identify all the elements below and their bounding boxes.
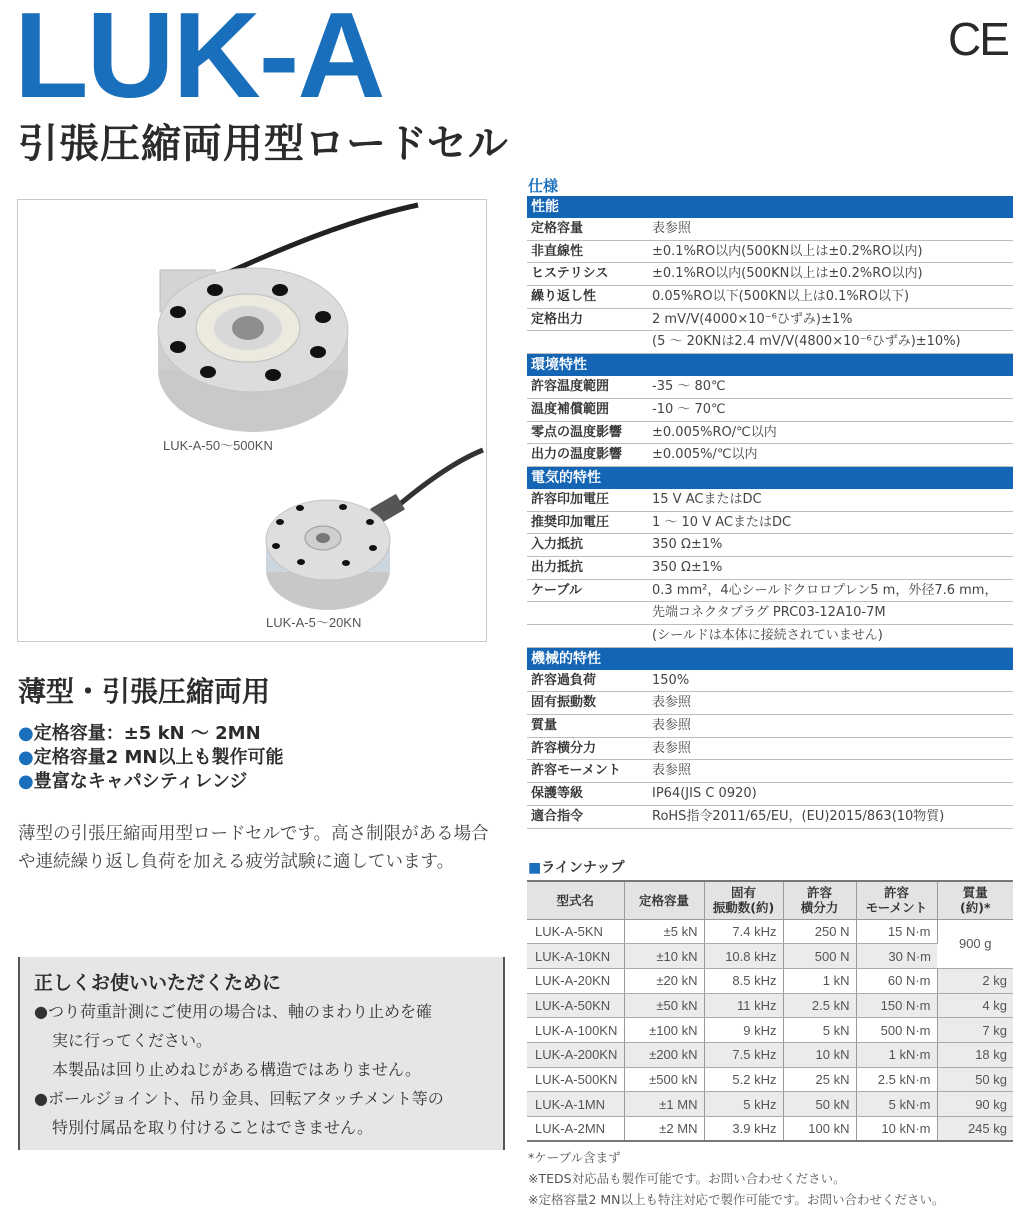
- note: ※定格容量2 MN以上も特注対応で製作可能です。お問い合わせください。: [528, 1192, 945, 1207]
- spec-row: [527, 534, 1013, 557]
- spec-row: [527, 309, 1013, 332]
- spec-label: 繰り返し性: [531, 289, 597, 305]
- cell-mass: 90 kg: [937, 1092, 1013, 1117]
- spec-value: -35 ～ 80℃: [652, 379, 726, 395]
- cell-mass: 900 g: [937, 919, 1013, 968]
- spec-value: (シールドは本体に接続されていません): [652, 628, 883, 643]
- spec-row: [527, 580, 1013, 603]
- spec-label: 固有振動数: [531, 695, 597, 711]
- spec-row: [527, 625, 1013, 648]
- column-header: 許容 横分力: [783, 881, 856, 919]
- spec-label: 保護等級: [531, 786, 584, 802]
- feature-item: ●定格容量：±5 kN ～ 2MN: [18, 723, 261, 744]
- spec-label: 許容過負荷: [531, 672, 597, 688]
- caution-title: 正しくお使いいただくために: [34, 972, 282, 994]
- spec-label: 零点の温度影響: [531, 424, 623, 440]
- spec-label: 質量: [531, 718, 558, 734]
- spec-row: [527, 376, 1013, 399]
- spec-value: IP64(JIS C 0920): [652, 786, 757, 802]
- spec-label: 定格容量: [531, 221, 584, 236]
- column-header: 許容 モーメント: [856, 881, 937, 919]
- cell-mass: 50 kg: [937, 1067, 1013, 1092]
- spec-value: 表参照: [652, 763, 692, 779]
- product-subtitle: 引張圧縮両用型ロードセル: [18, 121, 509, 167]
- cell-lateral: 5 kN: [783, 1018, 856, 1043]
- cell-model: LUK-A-50KN: [527, 993, 624, 1018]
- spec-label: ケーブル: [531, 582, 582, 598]
- table-row: [527, 919, 1013, 944]
- spec-row: [527, 692, 1013, 715]
- table-row: [527, 1067, 1013, 1092]
- cell-freq: 8.5 kHz: [704, 968, 783, 993]
- spec-label: 出力の温度影響: [531, 447, 623, 463]
- cell-freq: 5 kHz: [704, 1092, 783, 1117]
- table-row: [527, 1042, 1013, 1067]
- lineup-notes: [528, 1147, 945, 1210]
- spec-row: [527, 806, 1013, 829]
- cell-mass: 7 kg: [937, 1018, 1013, 1043]
- spec-value: 表参照: [652, 740, 692, 756]
- spec-value: 350 Ω±1%: [652, 559, 723, 575]
- cell-freq: 11 kHz: [704, 993, 783, 1018]
- product-photo: [17, 199, 487, 642]
- cell-capacity: ±1 MN: [624, 1092, 704, 1117]
- cell-moment: 150 N·m: [856, 993, 937, 1018]
- cell-moment: 1 kN·m: [856, 1042, 937, 1067]
- column-header: 定格容量: [624, 881, 704, 919]
- spec-section-header: 環境特性: [527, 354, 1013, 376]
- spec-section-header: 機械的特性: [527, 648, 1013, 670]
- cell-model: LUK-A-200KN: [527, 1042, 624, 1067]
- spec-label: 出力抵抗: [531, 559, 584, 575]
- spec-row: [527, 263, 1013, 286]
- product-description: 薄型の引張圧縮両用型ロードセルです。高さ制限がある場合や連続繰り返し負荷を加える疲労試験に適しています。: [18, 824, 489, 872]
- cell-lateral: 250 N: [783, 919, 856, 944]
- table-row: [527, 993, 1013, 1018]
- spec-section-header: 電気的特性: [527, 467, 1013, 489]
- spec-value: ±0.1%RO以内(500KN以上は±0.2%RO以内): [652, 266, 923, 282]
- spec-row: [527, 489, 1013, 512]
- spec-value: 15 V ACまたはDC: [652, 491, 762, 507]
- caution-line: ●ボールジョイント、吊り金具、回転アタッチメント等の: [34, 1089, 444, 1108]
- cell-mass: 18 kg: [937, 1042, 1013, 1067]
- cell-model: LUK-A-10KN: [527, 944, 624, 969]
- cell-capacity: ±10 kN: [624, 944, 704, 969]
- cell-lateral: 50 kN: [783, 1092, 856, 1117]
- cell-capacity: ±50 kN: [624, 993, 704, 1018]
- cell-freq: 7.4 kHz: [704, 919, 783, 944]
- cell-freq: 7.5 kHz: [704, 1042, 783, 1067]
- cell-freq: 3.9 kHz: [704, 1117, 783, 1142]
- spec-label: 許容横分力: [531, 740, 597, 756]
- spec-row: [527, 512, 1013, 535]
- square-marker-icon: ■: [528, 860, 542, 876]
- load-cell-illustration: [18, 200, 487, 642]
- cell-model: LUK-A-500KN: [527, 1067, 624, 1092]
- spec-table: [527, 196, 1013, 829]
- photo-caption-small: LUK-A-5～20KN: [266, 615, 362, 630]
- spec-value: 表参照: [652, 221, 692, 236]
- spec-row: [527, 399, 1013, 422]
- table-row: [527, 1018, 1013, 1043]
- spec-label: 非直線性: [531, 243, 584, 259]
- cell-moment: 60 N·m: [856, 968, 937, 993]
- spec-section-header: 性能: [527, 196, 1013, 218]
- spec-label: [527, 625, 652, 647]
- spec-label: ヒステリシス: [531, 266, 609, 282]
- cell-moment: 15 N·m: [856, 919, 937, 944]
- cell-mass: 4 kg: [937, 993, 1013, 1018]
- spec-row: [527, 783, 1013, 806]
- cell-freq: 10.8 kHz: [704, 944, 783, 969]
- spec-value: RoHS指令2011/65/EU，(EU)2015/863(10物質): [652, 808, 945, 824]
- spec-label: 入力抵抗: [531, 537, 584, 553]
- spec-heading: 仕様: [528, 177, 559, 195]
- caution-line: 本製品は回り止めねじがある構造ではありません。: [52, 1060, 421, 1079]
- spec-value: (5 ～ 20KNは2.4 mV/V(4800×10⁻⁶ひずみ)±10%): [652, 334, 961, 350]
- spec-value: 表参照: [652, 718, 692, 734]
- lineup-heading: ■ラインナップ: [528, 860, 625, 876]
- spec-value: ±0.1%RO以内(500KN以上は±0.2%RO以内): [652, 243, 923, 259]
- cell-capacity: ±20 kN: [624, 968, 704, 993]
- cell-moment: 2.5 kN·m: [856, 1067, 937, 1092]
- cell-model: LUK-A-20KN: [527, 968, 624, 993]
- spec-label: 推奨印加電圧: [531, 514, 610, 530]
- spec-value: 0.05%RO以下(500KN以上は0.1%RO以下): [652, 289, 910, 305]
- spec-value: 表参照: [652, 695, 692, 711]
- spec-value: 先端コネクタプラグ PRC03-12A10-7M: [652, 605, 886, 621]
- spec-row: [527, 241, 1013, 264]
- spec-row: [527, 444, 1013, 467]
- photo-caption-large: LUK-A-50～500KN: [163, 438, 273, 453]
- caution-line: 特別付属品を取り付けることはできません。: [52, 1118, 373, 1137]
- spec-value: 150%: [652, 672, 690, 688]
- cell-moment: 5 kN·m: [856, 1092, 937, 1117]
- spec-label: 定格出力: [531, 311, 584, 327]
- ce-mark-icon: CE: [948, 13, 1008, 65]
- spec-label: 許容モーメント: [531, 763, 621, 779]
- cell-lateral: 2.5 kN: [783, 993, 856, 1018]
- spec-value: -10 ～ 70℃: [652, 401, 726, 417]
- spec-row: [527, 670, 1013, 693]
- spec-value: 2 mV/V(4000×10⁻⁶ひずみ)±1%: [652, 311, 853, 327]
- feature-item: ●定格容量2 MN以上も製作可能: [18, 747, 284, 768]
- spec-row: [527, 715, 1013, 738]
- spec-row: [527, 286, 1013, 309]
- cell-capacity: ±2 MN: [624, 1117, 704, 1142]
- spec-row: [527, 557, 1013, 580]
- cell-freq: 5.2 kHz: [704, 1067, 783, 1092]
- cell-mass: 2 kg: [937, 968, 1013, 993]
- spec-label: [527, 602, 652, 624]
- cell-capacity: ±100 kN: [624, 1018, 704, 1043]
- cell-capacity: ±500 kN: [624, 1067, 704, 1092]
- spec-row: [527, 760, 1013, 783]
- table-row: [527, 1092, 1013, 1117]
- cell-moment: 10 kN·m: [856, 1117, 937, 1142]
- spec-label: 温度補償範囲: [531, 401, 610, 417]
- cell-capacity: ±200 kN: [624, 1042, 704, 1067]
- spec-row: [527, 738, 1013, 761]
- cell-moment: 30 N·m: [856, 944, 937, 969]
- caution-line: ●つり荷重計測にご使用の場合は、軸のまわり止めを確: [34, 1002, 432, 1021]
- spec-value: ±0.005%/℃以内: [652, 447, 758, 463]
- cell-model: LUK-A-2MN: [527, 1117, 624, 1142]
- feature-item: ●豊富なキャパシティレンジ: [18, 771, 248, 792]
- bullet-icon: ●: [18, 747, 34, 768]
- spec-label: [527, 331, 652, 353]
- caution-box: [18, 957, 505, 1150]
- column-header: 固有 振動数(約): [704, 881, 783, 919]
- cell-moment: 500 N·m: [856, 1018, 937, 1043]
- spec-value: 0.3 mm²，4心シールドクロロプレン5 m，外径7.6 mm，: [652, 582, 998, 598]
- caution-line: 実に行ってください。: [52, 1031, 213, 1050]
- table-row: [527, 968, 1013, 993]
- cell-capacity: ±5 kN: [624, 919, 704, 944]
- cell-lateral: 10 kN: [783, 1042, 856, 1067]
- spec-value: ±0.005%RO/℃以内: [652, 424, 777, 440]
- note: ※TEDS対応品も製作可能です。お問い合わせください。: [528, 1171, 846, 1186]
- feature-heading: 薄型・引張圧縮両用: [18, 675, 271, 708]
- cell-lateral: 1 kN: [783, 968, 856, 993]
- table-row: [527, 1117, 1013, 1142]
- cell-lateral: 100 kN: [783, 1117, 856, 1142]
- spec-label: 許容印加電圧: [531, 491, 610, 507]
- bullet-icon: ●: [18, 771, 34, 792]
- cell-lateral: 500 N: [783, 944, 856, 969]
- spec-value: 1 ～ 10 V ACまたはDC: [652, 514, 792, 530]
- spec-label: 許容温度範囲: [531, 379, 610, 395]
- column-header: 質量 (約)*: [937, 881, 1013, 919]
- cell-model: LUK-A-1MN: [527, 1092, 624, 1117]
- feature-list: [18, 722, 284, 794]
- column-header: 型式名: [527, 881, 624, 919]
- lineup-table: [527, 880, 1013, 1142]
- spec-row: [527, 422, 1013, 445]
- cell-model: LUK-A-5KN: [527, 919, 624, 944]
- product-title: LUK-A: [14, 0, 384, 123]
- cell-freq: 9 kHz: [704, 1018, 783, 1043]
- spec-row: [527, 331, 1013, 354]
- note: *ケーブル含まず: [528, 1150, 621, 1165]
- cell-model: LUK-A-100KN: [527, 1018, 624, 1043]
- spec-value: 350 Ω±1%: [652, 537, 723, 553]
- spec-row: [527, 602, 1013, 625]
- bullet-icon: ●: [18, 723, 34, 744]
- cell-mass: 245 kg: [937, 1117, 1013, 1142]
- cell-lateral: 25 kN: [783, 1067, 856, 1092]
- spec-row: [527, 218, 1013, 241]
- spec-label: 適合指令: [531, 808, 584, 824]
